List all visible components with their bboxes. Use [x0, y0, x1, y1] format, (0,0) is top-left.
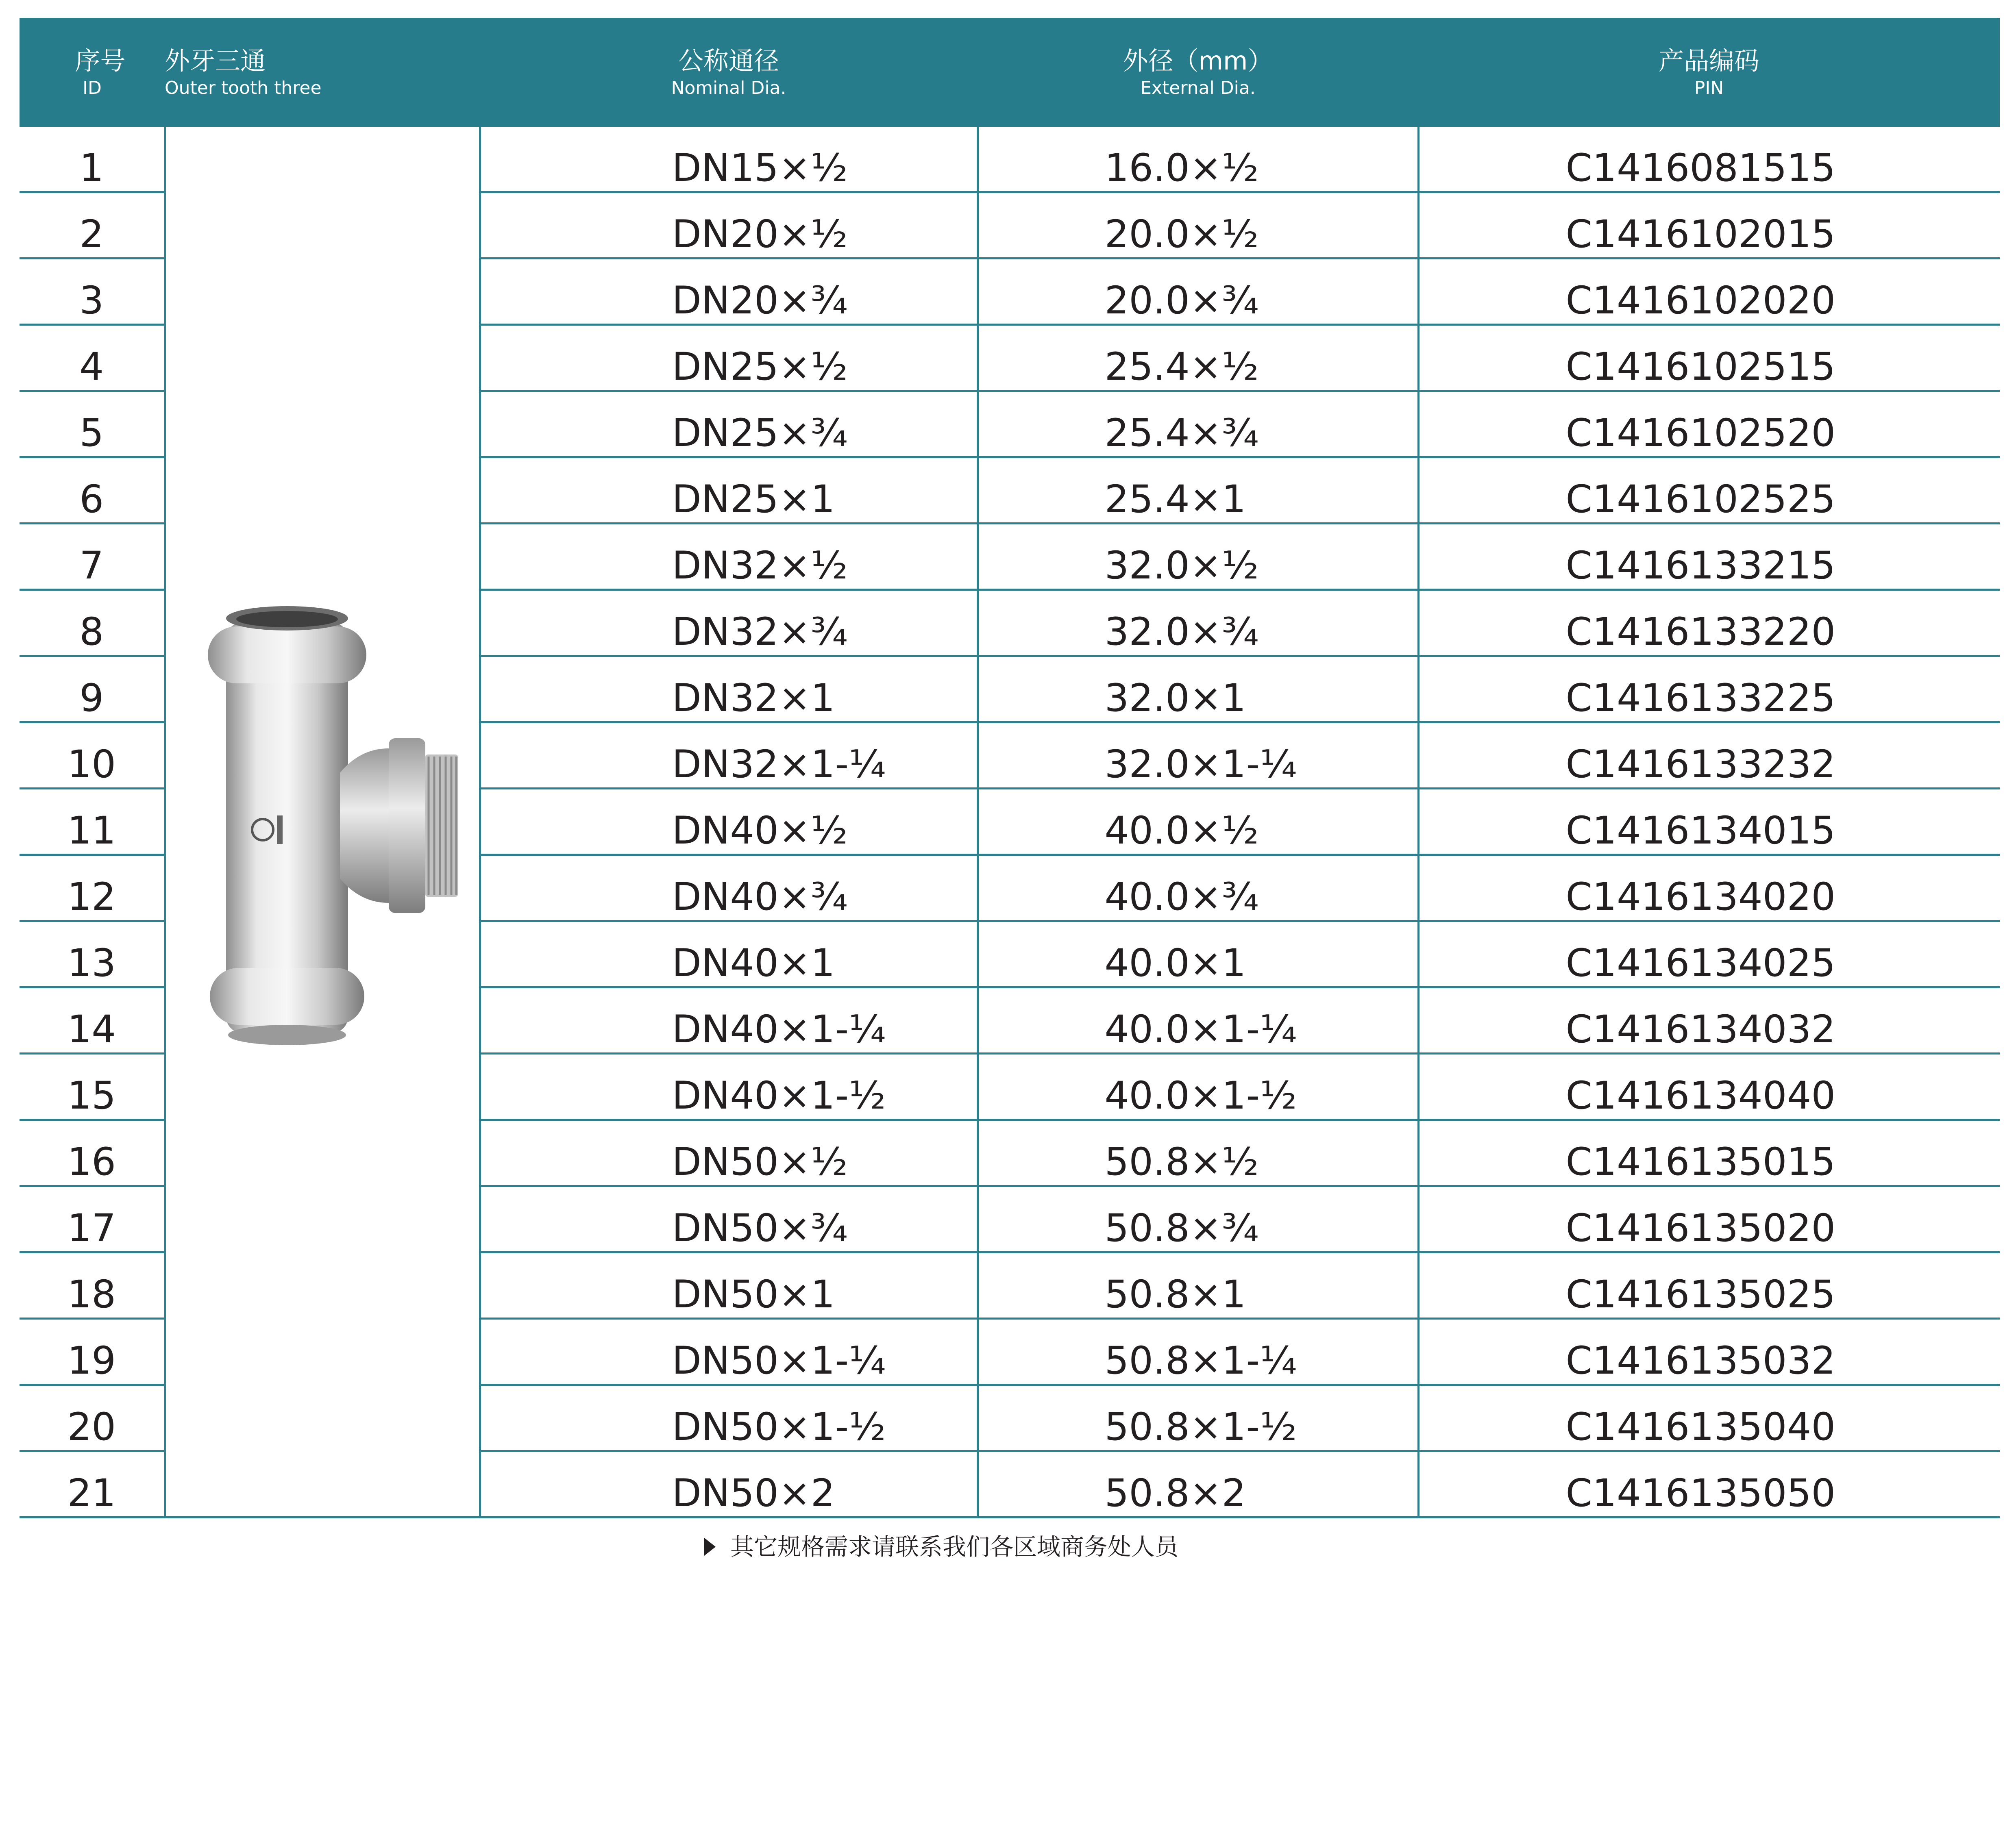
cell-id: 19	[20, 1319, 165, 1385]
cell-external: 20.0×½	[978, 192, 1418, 259]
cell-pin: C1416135025	[1418, 1252, 2000, 1319]
cell-nominal: DN40×1-¼	[480, 987, 978, 1054]
header-product	[165, 18, 480, 127]
cell-nominal: DN20×¾	[480, 259, 978, 325]
cell-external: 50.8×½	[978, 1120, 1418, 1186]
cell-nominal: DN25×½	[480, 325, 978, 391]
cell-external: 40.0×¾	[978, 855, 1418, 921]
product-image-cell	[165, 127, 480, 1518]
triangle-right-icon	[704, 1538, 716, 1556]
cell-pin: C1416135040	[1418, 1385, 2000, 1451]
cell-id: 10	[20, 722, 165, 789]
cell-pin: C1416134032	[1418, 987, 2000, 1054]
cell-id: 8	[20, 590, 165, 656]
cell-external: 25.4×½	[978, 325, 1418, 391]
cell-pin: C1416135020	[1418, 1186, 2000, 1252]
cell-id: 17	[20, 1186, 165, 1252]
header-id-cn: 序号	[75, 46, 126, 76]
cell-nominal: DN25×¾	[480, 391, 978, 457]
cell-pin: C1416102015	[1418, 192, 2000, 259]
cell-external: 20.0×¾	[978, 259, 1418, 325]
cell-id: 7	[20, 524, 165, 590]
table-row	[20, 127, 2000, 192]
cell-id: 16	[20, 1120, 165, 1186]
cell-pin: C1416102515	[1418, 325, 2000, 391]
header-external	[978, 18, 1418, 127]
cell-pin: C1416135015	[1418, 1120, 2000, 1186]
cell-nominal: DN25×1	[480, 457, 978, 524]
cell-nominal: DN32×¾	[480, 590, 978, 656]
cell-external: 32.0×½	[978, 524, 1418, 590]
cell-id: 15	[20, 1054, 165, 1120]
cell-nominal: DN50×½	[480, 1120, 978, 1186]
cell-nominal: DN50×1	[480, 1252, 978, 1319]
cell-nominal: DN32×1-¼	[480, 722, 978, 789]
header-nominal	[480, 18, 978, 127]
cell-external: 40.0×1-¼	[978, 987, 1418, 1054]
header-external-en: External Dia.	[1140, 78, 1256, 98]
cell-external: 32.0×1	[978, 656, 1418, 722]
cell-pin: C1416134020	[1418, 855, 2000, 921]
cell-id: 9	[20, 656, 165, 722]
cell-external: 40.0×1-½	[978, 1054, 1418, 1120]
cell-external: 40.0×½	[978, 789, 1418, 855]
cell-external: 32.0×¾	[978, 590, 1418, 656]
cell-id: 12	[20, 855, 165, 921]
header-pin-cn: 产品编码	[1658, 46, 1759, 76]
cell-external: 32.0×1-¼	[978, 722, 1418, 789]
cell-external: 50.8×1	[978, 1252, 1418, 1319]
cell-id: 1	[20, 127, 165, 192]
table-body	[20, 127, 2000, 1518]
stainless-steel-male-thread-tee-photo	[185, 594, 462, 1049]
cell-external: 50.8×1-½	[978, 1385, 1418, 1451]
cell-external: 25.4×¾	[978, 391, 1418, 457]
cell-pin: C1416102020	[1418, 259, 2000, 325]
cell-id: 2	[20, 192, 165, 259]
header-row	[20, 18, 2000, 127]
header-pin	[1418, 18, 2000, 127]
cell-id: 18	[20, 1252, 165, 1319]
footer-note	[704, 1533, 1178, 1561]
cell-pin: C1416133215	[1418, 524, 2000, 590]
cell-nominal: DN40×1	[480, 921, 978, 987]
cell-pin: C1416135050	[1418, 1451, 2000, 1518]
cell-pin: C1416133220	[1418, 590, 2000, 656]
footer-note-text: 其它规格需求请联系我们各区域商务处人员	[730, 1533, 1179, 1561]
cell-pin: C1416134040	[1418, 1054, 2000, 1120]
header-nominal-en: Nominal Dia.	[671, 78, 786, 98]
cell-pin: C1416102520	[1418, 391, 2000, 457]
header-product-cn: 外牙三通	[165, 46, 266, 76]
cell-pin: C1416102525	[1418, 457, 2000, 524]
spec-table	[20, 18, 2000, 1518]
cell-nominal: DN40×1-½	[480, 1054, 978, 1120]
cell-id: 11	[20, 789, 165, 855]
cell-id: 13	[20, 921, 165, 987]
cell-id: 5	[20, 391, 165, 457]
cell-nominal: DN15×½	[480, 127, 978, 192]
cell-id: 4	[20, 325, 165, 391]
cell-external: 16.0×½	[978, 127, 1418, 192]
cell-pin: C1416133232	[1418, 722, 2000, 789]
cell-pin: C1416134015	[1418, 789, 2000, 855]
cell-id: 6	[20, 457, 165, 524]
cell-nominal: DN50×1-¼	[480, 1319, 978, 1385]
cell-external: 50.8×1-¼	[978, 1319, 1418, 1385]
header-pin-en: PIN	[1694, 78, 1724, 98]
cell-external: 50.8×2	[978, 1451, 1418, 1518]
cell-id: 14	[20, 987, 165, 1054]
cell-nominal: DN40×¾	[480, 855, 978, 921]
cell-pin: C1416081515	[1418, 127, 2000, 192]
cell-nominal: DN32×1	[480, 656, 978, 722]
cell-external: 50.8×¾	[978, 1186, 1418, 1252]
table-header	[20, 18, 2000, 127]
cell-id: 3	[20, 259, 165, 325]
cell-nominal: DN32×½	[480, 524, 978, 590]
cell-nominal: DN40×½	[480, 789, 978, 855]
cell-pin: C1416134025	[1418, 921, 2000, 987]
header-nominal-cn: 公称通径	[678, 46, 779, 76]
cell-nominal: DN20×½	[480, 192, 978, 259]
header-id-en: ID	[83, 78, 102, 98]
header-id	[20, 18, 165, 127]
cell-pin: C1416135032	[1418, 1319, 2000, 1385]
cell-pin: C1416133225	[1418, 656, 2000, 722]
cell-id: 20	[20, 1385, 165, 1451]
cell-nominal: DN50×1-½	[480, 1385, 978, 1451]
header-product-en: Outer tooth three	[165, 78, 322, 98]
cell-nominal: DN50×¾	[480, 1186, 978, 1252]
cell-external: 25.4×1	[978, 457, 1418, 524]
cell-nominal: DN50×2	[480, 1451, 978, 1518]
cell-id: 21	[20, 1451, 165, 1518]
header-external-cn: 外径（mm）	[1123, 46, 1273, 76]
cell-external: 40.0×1	[978, 921, 1418, 987]
